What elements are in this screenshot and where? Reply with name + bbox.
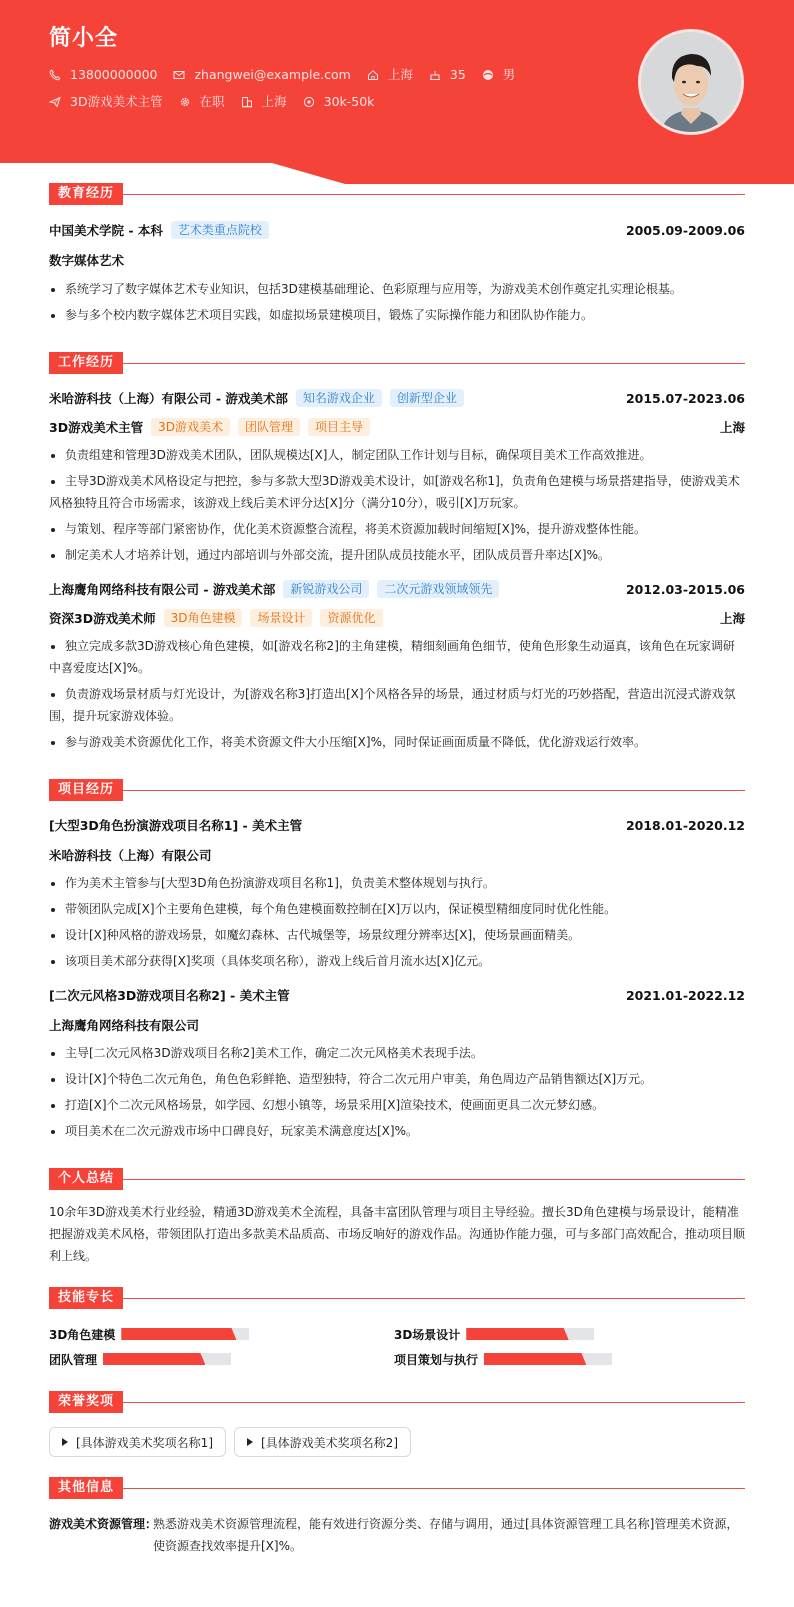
- list-item: 带领团队完成[X]个主要角色建模，每个角色建模面数控制在[X]万以内，保证模型精细度同时优化性能。: [49, 898, 745, 920]
- other-info-item: [49, 1513, 745, 1557]
- company-tag: 二次元游戏领域领先: [377, 580, 499, 598]
- position-tag: 3D游戏美术: [151, 418, 230, 436]
- home-icon: [367, 69, 379, 81]
- list-item: 系统学习了数字媒体艺术专业知识，包括3D建模基础理论、色彩原理与应用等，为游戏美术创作奠定扎实理论根基。: [49, 278, 745, 300]
- project-date: 2018.01-2020.12: [625, 817, 745, 833]
- section-header: [49, 183, 745, 205]
- summary-text: 10余年3D游戏美术行业经验，精通3D游戏美术全流程，具备丰富团队管理与项目主导经验。擅长3D角色建模与场景设计，能精准把握游戏美术风格，带领团队打造出多款美术品质高、市场反响好的游戏作品。沟通协作能力强，可与多部门高效配合，推动项目顺利上线。: [49, 1205, 746, 1263]
- job-status: 在职: [199, 94, 225, 109]
- target-city: 上海: [261, 94, 287, 109]
- section-divider: [123, 1179, 745, 1180]
- work-section: [49, 352, 745, 753]
- position-tag: 项目主导: [308, 418, 370, 436]
- caret-right-icon: [62, 1438, 68, 1446]
- section-title-work: 工作经历: [49, 352, 123, 374]
- skill-item: [49, 1328, 394, 1340]
- project-name: [大型3D角色扮演游戏项目名称1] - 美术主管: [49, 818, 303, 833]
- phone-info: [49, 66, 157, 84]
- education-section: [49, 183, 745, 326]
- school-tag: 艺术类重点院校: [171, 221, 269, 239]
- list-item: 项目美术在二次元游戏市场中口碑良好，玩家美术满意度达[X]%。: [49, 1120, 745, 1142]
- phone-number: 13800000000: [70, 67, 158, 82]
- project-company: 米哈游科技（上海）有限公司: [49, 848, 212, 863]
- position-row: [49, 609, 745, 627]
- hometown-value: 上海: [387, 67, 413, 82]
- list-item: 参与游戏美术资源优化工作，将美术资源文件大小压缩[X]%，同时保证画面质量不降低，优化游戏运行效率。: [49, 731, 745, 753]
- award-name: [具体游戏美术奖项名称1]: [76, 1435, 213, 1450]
- awards-list: [49, 1427, 745, 1457]
- target-position: 3D游戏美术主管: [70, 94, 163, 109]
- skill-bar-fill: [103, 1353, 205, 1365]
- company-tag: 新锐游戏公司: [283, 580, 369, 598]
- skill-item: [394, 1353, 739, 1365]
- caret-right-icon: [247, 1438, 253, 1446]
- position-row: [49, 418, 745, 436]
- skill-bar-fill: [121, 1328, 236, 1340]
- position-tag: 3D角色建模: [164, 609, 243, 627]
- list-item: 设计[X]个特色二次元角色，角色色彩鲜艳、造型独特，符合二次元用户审美，角色周边产品销售额达[X]万元。: [49, 1068, 745, 1090]
- major: 数字媒体艺术: [49, 253, 125, 268]
- list-item: 该项目美术部分获得[X]奖项（具体奖项名称），游戏上线后首月流水达[X]亿元。: [49, 950, 745, 972]
- work-entry: [49, 580, 745, 753]
- section-divider: [123, 790, 745, 791]
- project-bullets: [49, 1042, 745, 1142]
- list-item: 参与多个校内数字媒体艺术项目实践，如虚拟场景建模项目，锻炼了实际操作能力和团队协作能力。: [49, 304, 745, 326]
- other-info-label: 游戏美术资源管理：: [49, 1517, 158, 1531]
- skill-bar-fill: [484, 1353, 586, 1365]
- skill-bar: [121, 1328, 249, 1340]
- email-address: zhangwei@example.com: [194, 67, 351, 82]
- project-date: 2021.01-2022.12: [625, 987, 745, 1003]
- position-tag: 团队管理: [238, 418, 300, 436]
- section-header: [49, 779, 745, 801]
- projects-section: [49, 779, 745, 1142]
- target-city-info: [241, 93, 287, 111]
- expected-salary: 30k-50k: [323, 94, 375, 109]
- section-title-education: 教育经历: [49, 183, 123, 205]
- list-item: 制定美术人才培养计划，通过内部培训与外部交流，提升团队成员技能水平，团队成员晋升率达[X]%。: [49, 544, 745, 566]
- skills-grid: [49, 1328, 745, 1365]
- send-icon: [49, 96, 61, 108]
- candidate-name: 简小全: [49, 26, 119, 51]
- section-header: [49, 1391, 745, 1413]
- avatar: [638, 29, 744, 135]
- summary-section: [49, 1168, 745, 1267]
- section-header: [49, 1168, 745, 1190]
- education-bullets: [49, 278, 745, 326]
- target-position-info: [49, 93, 163, 111]
- work-entry: [49, 389, 745, 566]
- work-location: 上海: [719, 420, 745, 435]
- skill-name: 项目策划与执行: [394, 1352, 479, 1367]
- list-item: 主导3D游戏美术风格设定与把控，参与多款大型3D游戏美术设计，如[游戏名称1]，负责角色建模与场景搭建指导，使游戏美术风格独特且符合市场需求，该游戏上线后美术评分达[X]分（满分10分），吸引[X]万玩家。: [49, 470, 745, 514]
- age-value: 35: [449, 67, 466, 82]
- gear-icon: [179, 96, 191, 108]
- skill-bar-fill: [466, 1328, 568, 1340]
- award-name: [具体游戏美术奖项名称2]: [261, 1435, 398, 1450]
- list-item: 作为美术主管参与[大型3D角色扮演游戏项目名称1]，负责美术整体规划与执行。: [49, 872, 745, 894]
- work-date: 2012.03-2015.06: [625, 581, 745, 597]
- section-divider: [123, 363, 745, 364]
- section-title-projects: 项目经历: [49, 779, 123, 801]
- other-info-text: 熟悉游戏美术资源管理流程，能有效进行资源分类、存储与调用，通过[具体资源管理工具名称]管理美术资源，使资源查找效率提升[X]%。: [153, 1517, 739, 1553]
- awards-section: [49, 1391, 745, 1457]
- project-name: [二次元风格3D游戏项目名称2] - 美术主管: [49, 988, 290, 1003]
- education-date: 2005.09-2009.06: [625, 222, 745, 238]
- project-entry-header: [49, 816, 745, 834]
- company-name: 米哈游科技（上海）有限公司 - 游戏美术部: [49, 391, 288, 406]
- list-item: 主导[二次元风格3D游戏项目名称2]美术工作，确定二次元风格美术表现手法。: [49, 1042, 745, 1064]
- email-info: [173, 66, 350, 84]
- list-item: 负责组建和管理3D游戏美术团队，团队规模达[X]人，制定团队工作计划与目标，确保项目美术工作高效推进。: [49, 444, 745, 466]
- section-divider: [123, 1488, 745, 1489]
- list-item: 打造[X]个二次元风格场景，如学园、幻想小镇等，场景采用[X]渲染技术，使画面更具二次元梦幻感。: [49, 1094, 745, 1116]
- section-header: [49, 1287, 745, 1309]
- section-header: [49, 1477, 745, 1499]
- salary-info: [303, 93, 375, 111]
- award-item: [49, 1427, 226, 1457]
- project-entry: [49, 986, 745, 1142]
- resume-header: [0, 0, 794, 186]
- other-section: [49, 1477, 745, 1557]
- section-header: [49, 352, 745, 374]
- project-entry-header: [49, 986, 745, 1004]
- status-info: [179, 93, 225, 111]
- section-title-awards: 荣誉奖项: [49, 1391, 123, 1413]
- section-title-summary: 个人总结: [49, 1168, 123, 1190]
- section-divider: [123, 194, 745, 195]
- work-entry-header: [49, 580, 745, 598]
- skill-name: 3D角色建模: [49, 1327, 116, 1342]
- school-name: 中国美术学院 - 本科: [49, 223, 163, 238]
- avatar-photo: [641, 32, 741, 132]
- project-company: 上海鹰角网络科技有限公司: [49, 1018, 200, 1033]
- cake-icon: [429, 69, 441, 81]
- position-title: 资深3D游戏美术师: [49, 611, 156, 626]
- project-entry: [49, 816, 745, 972]
- list-item: 与策划、程序等部门紧密协作，优化美术资源整合流程，将美术资源加载时间缩短[X]%，提升游戏整体性能。: [49, 518, 745, 540]
- skill-item: [394, 1328, 739, 1340]
- hometown-info: [367, 66, 413, 84]
- gender-info: [482, 66, 516, 84]
- skill-item: [49, 1353, 394, 1365]
- building-icon: [241, 96, 253, 108]
- work-bullets: [49, 444, 745, 566]
- age-info: [429, 66, 466, 84]
- project-bullets: [49, 872, 745, 972]
- skill-name: 团队管理: [49, 1352, 98, 1367]
- skill-bar: [484, 1353, 612, 1365]
- gender-icon: [482, 69, 494, 81]
- education-entry-header: [49, 221, 745, 239]
- section-divider: [123, 1298, 745, 1299]
- job-intent-row: [49, 93, 531, 111]
- list-item: 设计[X]种风格的游戏场景，如魔幻森林、古代城堡等，场景纹理分辨率达[X]，使场景画面精美。: [49, 924, 745, 946]
- section-title-other: 其他信息: [49, 1477, 123, 1499]
- mail-icon: [173, 69, 185, 81]
- list-item: 负责游戏场景材质与灯光设计，为[游戏名称3]打造出[X]个风格各异的场景，通过材质与灯光的巧妙搭配，营造出沉浸式游戏氛围，提升玩家游戏体验。: [49, 683, 745, 727]
- work-date: 2015.07-2023.06: [625, 390, 745, 406]
- position-tag: 资源优化: [320, 609, 382, 627]
- list-item: 独立完成多款3D游戏核心角色建模，如[游戏名称2]的主角建模，精细刻画角色细节，使角色形象生动逼真，该角色在玩家调研中喜爱度达[X]%。: [49, 635, 745, 679]
- skill-bar: [466, 1328, 594, 1340]
- section-divider: [123, 1402, 745, 1403]
- company-tag: 知名游戏企业: [296, 389, 382, 407]
- target-icon: [303, 96, 315, 108]
- gender-value: 男: [502, 67, 516, 82]
- company-name: 上海鹰角网络科技有限公司 - 游戏美术部: [49, 582, 276, 597]
- work-entry-header: [49, 389, 745, 407]
- phone-icon: [49, 69, 61, 81]
- award-item: [234, 1427, 411, 1457]
- skills-section: [49, 1287, 745, 1365]
- section-title-skills: 技能专长: [49, 1287, 123, 1309]
- company-tag: 创新型企业: [390, 389, 464, 407]
- skill-name: 3D场景设计: [394, 1327, 461, 1342]
- position-title: 3D游戏美术主管: [49, 420, 144, 435]
- position-tag: 场景设计: [250, 609, 312, 627]
- work-location: 上海: [719, 611, 745, 626]
- skill-bar: [103, 1353, 231, 1365]
- contact-row: [49, 66, 531, 84]
- work-bullets: [49, 635, 745, 753]
